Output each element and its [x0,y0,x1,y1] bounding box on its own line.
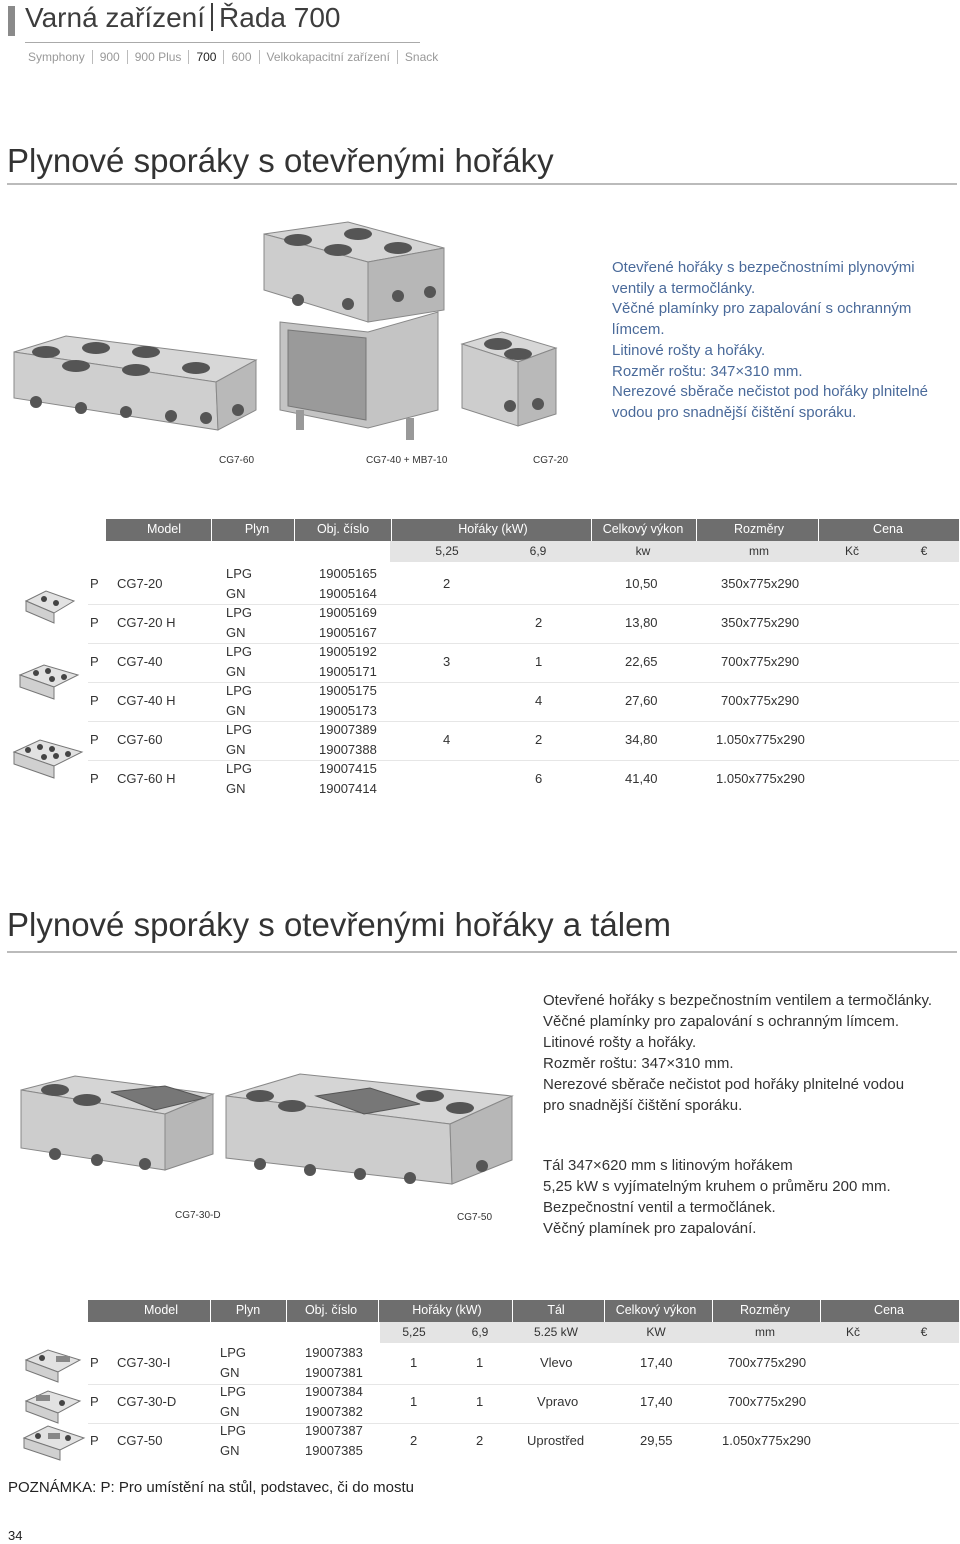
cg7-30-d-image [15,1070,215,1185]
row-thumb-cg7-40 [16,657,81,707]
row-p: P [90,771,99,786]
row-power: 29,55 [640,1433,673,1448]
cg7-50-image [220,1068,515,1193]
row-gas-lpg: LPG [226,644,253,659]
section2-table [0,1300,960,1465]
row-b69: 2 [476,1433,484,1448]
row-power: 34,80 [625,732,658,747]
row-p: P [90,1355,99,1370]
s2-desc2-line: 5,25 kW s vyjímatelným kruhem o průměru 200 mm. [543,1178,891,1195]
row-b525: 3 [443,654,451,669]
row-model: CG7-40 [117,654,163,669]
t2-h-code: Obj. číslo [304,1303,358,1317]
row-separator [88,760,959,761]
row-b69: 6 [535,771,543,786]
t2-h-price: Cena [874,1303,904,1317]
caption-cg7-30-d: CG7-30-D [175,1210,221,1221]
t2-h-sep [604,1300,605,1322]
t2-h-power: Celkový výkon [615,1303,697,1317]
t2-h-burners: Hořáky (kW) [412,1303,482,1317]
row-dims: 700x775x290 [728,1355,807,1370]
section2-title: Plynové sporáky s otevřenými hořáky a tálem [7,906,671,943]
row-p: P [90,576,99,591]
row-code-gn: 19005167 [319,625,377,640]
cg7-40-mb7-10-image [258,220,448,445]
row-code-lpg: 19007384 [305,1384,363,1399]
row-code-lpg: 19005175 [319,683,377,698]
row-gas-lpg: LPG [220,1345,247,1360]
row-b69: 1 [535,654,543,669]
nav-item-900-plus[interactable]: 900 Plus [127,50,189,64]
t2-h-model: Model [143,1303,179,1317]
row-b69: 1 [476,1355,484,1370]
t1-sh-kw: kw [635,544,651,558]
t2-h-sep [512,1300,513,1322]
row-model: CG7-60 H [117,771,176,786]
row-dims: 350x775x290 [721,576,800,591]
t1-sh-525: 5,25 [435,544,459,558]
row-model: CG7-60 [117,732,163,747]
s1-desc-line: ventily a termočlánky. [612,279,756,297]
row-gas-lpg: LPG [226,683,253,698]
row-code-lpg: 19007387 [305,1423,363,1438]
s2-desc-line: Litinové rošty a hořáky. [543,1034,697,1051]
t2-sh-69: 6,9 [471,1325,489,1339]
row-gas-gn: GN [220,1365,240,1380]
section2-rule [7,951,957,953]
nav-item-snack[interactable]: Snack [397,50,445,64]
nav-item-velkokapacitni[interactable]: Velkokapacitní zařízení [259,50,397,64]
row-b69: 2 [535,615,543,630]
t2-h-dims: Rozměry [739,1303,791,1317]
row-model: CG7-20 H [117,615,176,630]
row-code-lpg: 19007415 [319,761,377,776]
t2-h-sep [820,1300,821,1322]
row-p: P [90,732,99,747]
row-thumb-cg7-60 [10,734,85,784]
t1-h-dims: Rozměry [733,522,785,536]
header-title-left: Varná zařízení [25,2,206,33]
row-power: 41,40 [625,771,658,786]
row-p: P [90,615,99,630]
row-dims: 350x775x290 [721,615,800,630]
caption-cg7-20: CG7-20 [533,455,569,466]
nav-item-symphony[interactable]: Symphony [28,50,85,64]
row-model: CG7-20 [117,576,163,591]
row-dims: 700x775x290 [721,654,800,669]
row-separator [88,721,959,722]
page-header-title [25,2,340,34]
row-model: CG7-40 H [117,693,176,708]
t1-h-sep [591,519,592,541]
row-plate: Uprostřed [527,1433,585,1448]
row-code-gn: 19005171 [319,664,377,679]
s2-desc-line: Věčné plamínky pro zapalování s ochranným límcem. [543,1013,899,1030]
row-gas-lpg: LPG [226,566,253,581]
t1-h-sep [391,519,392,541]
row-dims: 700x775x290 [721,693,800,708]
row-code-gn: 19007381 [305,1365,363,1380]
s2-desc-line: Nerezové sběrače nečistot pod hořáky plnitelné vodou [543,1076,905,1093]
cg7-20-image [458,328,558,443]
t1-h-model: Model [146,522,182,536]
section1-rule [7,183,957,185]
t1-h-burners: Hořáky (kW) [458,522,528,536]
s2-desc2-line: Věčný plamínek pro zapalování. [543,1220,757,1237]
row-separator [88,1423,959,1424]
t2-sh-kw: KW [646,1325,666,1339]
row-thumb-cg7-20 [22,581,77,631]
row-code-gn: 19007388 [319,742,377,757]
row-power: 10,50 [625,576,658,591]
row-gas-lpg: LPG [226,722,253,737]
s1-desc-line: límcem. [612,321,665,339]
t1-h-code: Obj. číslo [316,522,370,536]
row-code-lpg: 19005165 [319,566,377,581]
s1-desc-line: Věčné plamínky pro zapalování s ochranným [612,300,912,318]
series-nav [28,50,445,64]
row-power: 22,65 [625,654,658,669]
row-code-gn: 19005164 [319,586,377,601]
header-title-divider [211,3,213,31]
row-separator [88,1384,959,1385]
row-gas-lpg: LPG [220,1423,247,1438]
t2-sh-czk: Kč [845,1325,861,1339]
section2-description-griddle [543,1155,891,1239]
t2-sh-mm: mm [755,1325,775,1339]
t2-h-sep [378,1300,379,1322]
t2-h-gas: Plyn [235,1303,261,1317]
row-b69: 2 [535,732,543,747]
row-power: 13,80 [625,615,658,630]
nav-item-600[interactable]: 600 [223,50,258,64]
row-gas-gn: GN [220,1404,240,1419]
row-code-lpg: 19005192 [319,644,377,659]
s1-desc-line: Nerezové sběrače nečistot pod hořáky plnitelné [612,383,929,401]
s2-desc-line: Otevřené hořáky s bezpečnostním ventilem a termočlánky. [543,992,933,1009]
nav-item-700[interactable]: 700 [188,50,223,64]
s2-desc-line: Rozměr roštu: 347×310 mm. [543,1055,734,1072]
row-p: P [90,654,99,669]
row-code-gn: 19007414 [319,781,377,796]
t2-h-plate: Tál [547,1303,565,1317]
section2-description [543,990,932,1116]
row-gas-gn: GN [226,703,246,718]
row-code-lpg: 19005169 [319,605,377,620]
header-accent-bar [8,6,15,36]
header-title-right: Řada 700 [219,2,341,33]
row-power: 17,40 [640,1355,673,1370]
row-gas-gn: GN [220,1443,240,1458]
row-dims: 1.050x775x290 [716,732,805,747]
t1-h-sep [294,519,295,541]
row-thumb-cg7-30-i [22,1342,82,1386]
t1-h-sep [696,519,697,541]
caption-cg7-50: CG7-50 [457,1212,493,1223]
t1-h-sep [818,519,819,541]
t1-sh-czk: Kč [844,544,860,558]
row-b525: 1 [410,1355,418,1370]
s2-desc2-line: Tál 347×620 mm s litinovým hořákem [543,1157,793,1174]
row-separator [88,643,959,644]
row-gas-gn: GN [226,664,246,679]
row-separator [88,604,959,605]
t1-h-price: Cena [873,522,903,536]
t1-sh-eur: € [920,544,928,558]
row-b525: 4 [443,732,451,747]
t1-h-power: Celkový výkon [602,522,684,536]
row-p: P [90,1394,99,1409]
row-thumb-cg7-50 [20,1420,86,1464]
row-b525: 2 [443,576,451,591]
row-power: 27,60 [625,693,658,708]
t2-sh-plate-kw: 5.25 kW [533,1325,579,1339]
row-code-gn: 19007385 [305,1443,363,1458]
row-gas-gn: GN [226,742,246,757]
nav-item-900[interactable]: 900 [92,50,127,64]
row-dims: 700x775x290 [728,1394,807,1409]
row-code-lpg: 19007383 [305,1345,363,1360]
s1-desc-line: Litinové rošty a hořáky. [612,341,766,359]
row-code-lpg: 19007389 [319,722,377,737]
t2-h-sep [210,1300,211,1322]
t2-sh-525: 5,25 [402,1325,426,1339]
row-b525: 1 [410,1394,418,1409]
row-dims: 1.050x775x290 [722,1433,811,1448]
page-number: 34 [8,1528,23,1543]
s2-desc2-line: Bezpečnostní ventil a termočlánek. [543,1199,776,1216]
row-separator [88,682,959,683]
s2-desc-line: pro snadnější čištění sporáku. [543,1097,743,1114]
row-gas-lpg: LPG [220,1384,247,1399]
row-b525: 2 [410,1433,418,1448]
section1-title: Plynové sporáky s otevřenými hořáky [7,142,554,179]
s1-desc-line: Rozměr roštu: 347×310 mm. [612,362,803,380]
footnote: POZNÁMKA: P: Pro umístění na stůl, podstavec, či do mostu [8,1479,414,1496]
row-code-gn: 19005173 [319,703,377,718]
section1-table [0,519,960,804]
row-gas-gn: GN [226,625,246,640]
t1-h-gas: Plyn [244,522,270,536]
row-gas-gn: GN [226,586,246,601]
t2-h-sep [712,1300,713,1322]
t1-h-sep [211,519,212,541]
row-b69: 4 [535,693,543,708]
row-dims: 1.050x775x290 [716,771,805,786]
caption-cg7-40-mb7-10: CG7-40 + MB7-10 [366,455,448,466]
t1-sh-69: 6,9 [529,544,547,558]
cg7-60-image [6,330,258,440]
row-model: CG7-30-I [117,1355,171,1370]
caption-cg7-60: CG7-60 [219,455,255,466]
header-rule [25,42,420,43]
t2-h-sep [286,1300,287,1322]
s1-desc-line: vodou pro snadnější čištění sporáku. [612,403,857,421]
row-code-gn: 19007382 [305,1404,363,1419]
row-b69: 1 [476,1394,484,1409]
row-plate: Vlevo [540,1355,573,1370]
section1-description [612,258,928,424]
row-gas-lpg: LPG [226,761,253,776]
row-gas-lpg: LPG [226,605,253,620]
t2-sh-eur: € [920,1325,928,1339]
row-model: CG7-50 [117,1433,163,1448]
row-gas-gn: GN [226,781,246,796]
row-plate: Vpravo [537,1394,579,1409]
t1-sh-mm: mm [749,544,769,558]
s1-desc-line: Otevřené hořáky s bezpečnostními plynovými [612,259,915,276]
row-model: CG7-30-D [117,1394,177,1409]
row-power: 17,40 [640,1394,673,1409]
row-p: P [90,693,99,708]
row-p: P [90,1433,99,1448]
